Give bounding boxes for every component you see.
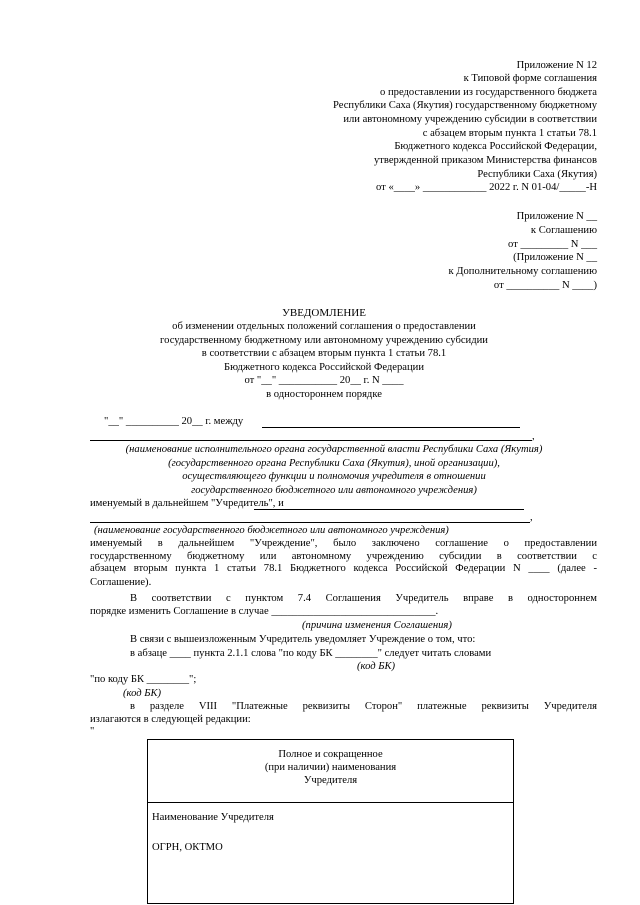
- founder-name-line: [90, 440, 532, 441]
- title-line: государственному бюджетному или автономному учреждению субсидии: [160, 335, 488, 346]
- table-row: [148, 803, 514, 904]
- reason-caption: (причина изменения Соглашения): [302, 620, 452, 631]
- attachment-line: от __________ N ____): [493, 280, 597, 291]
- header-line: (при наличии) наименования: [264, 762, 397, 773]
- paragraph-change: в абзаце ____ пункта 2.1.1 слова "по коду БК ________" следует читать словами: [130, 648, 492, 659]
- appendix-line: с абзацем вторым пункта 1 статьи 78.1: [422, 128, 597, 139]
- clause-paragraph: [130, 593, 597, 606]
- quote-mark: ": [90, 726, 95, 737]
- comma: ,: [530, 512, 533, 523]
- agreement-line: государственному бюджетному или автономному учреждению субсидии в соответствии с: [90, 550, 597, 562]
- founder-caption-line: (наименование исполнительного органа государственной власти Республики Саха (Якутия): [125, 444, 543, 455]
- title-line: Бюджетного кодекса Российской Федерации: [224, 362, 424, 373]
- section-paragraph: [130, 701, 597, 714]
- attachment-line: Приложение N __: [516, 211, 597, 222]
- attachment-line: от _________ N ___: [508, 239, 597, 250]
- table-body-cell: [148, 803, 514, 904]
- founder-named: именуемый в дальнейшем "Учредитель", и: [90, 498, 284, 509]
- comma: ,: [532, 431, 535, 442]
- appendix-line: Республики Саха (Якутия) государственному бюджетному: [332, 100, 597, 111]
- date-between: "__" __________ 20__ г. между: [104, 416, 244, 427]
- title-line: от "__" ___________ 20__ г. N ____: [244, 375, 404, 386]
- title-line: об изменении отдельных положений соглашения о предоставлении: [172, 321, 476, 332]
- attachment-line: к Соглашению: [530, 225, 597, 236]
- founder-caption-line: (государственного органа Республики Саха (Якутия), иной организации),: [168, 458, 500, 469]
- appendix-line: или автономному учреждению субсидии в соответствии: [343, 114, 597, 125]
- appendix-line: к Типовой форме соглашения: [463, 73, 597, 84]
- institution-short-line: [254, 509, 524, 510]
- appendix-line: Республики Саха (Якутия): [477, 169, 597, 180]
- appendix-line: от «____» ____________ 2022 г. N 01-04/_____-Н: [376, 182, 597, 193]
- attachment-line: к Дополнительному соглашению: [448, 266, 597, 277]
- founder-caption-line: государственного бюджетного или автономного учреждения): [191, 485, 477, 496]
- agreement-line: именуемый в дальнейшем "Учреждение", было заключено соглашение о предоставлении: [90, 538, 597, 549]
- code-line: "по коду БК ________";: [90, 674, 197, 685]
- section-line: в разделе VIII "Платежные реквизиты Сторон" платежные реквизиты Учредителя: [130, 701, 597, 712]
- appendix-line: о предоставлении из государственного бюджета: [380, 87, 597, 98]
- agreement-tail: Соглашение).: [90, 577, 152, 588]
- section-tail: излагаются в следующей редакции:: [90, 714, 251, 725]
- agreement-line: абзацем вторым пункта 1 статьи 78.1 Бюджетного кодекса Российской Федерации N ____ (далее -: [90, 563, 597, 574]
- ogrn-oktmo-label: ОГРН, ОКТМО: [152, 842, 223, 853]
- institution-name-line: [90, 522, 530, 523]
- founder-name-label: Наименование Учредителя: [152, 812, 274, 823]
- title-line: в соответствии с абзацем вторым пункта 1 статьи 78.1: [201, 348, 447, 359]
- appendix-line: Бюджетного кодекса Российской Федерации,: [394, 141, 597, 152]
- attachment-line: (Приложение N __: [513, 252, 597, 263]
- table-header-cell: [148, 740, 514, 803]
- notify-text: В связи с вышеизложенным Учредитель уведомляет Учреждение о том, что:: [130, 634, 476, 645]
- header-line: Учредителя: [303, 775, 358, 786]
- founder-name-line-short: [262, 427, 520, 428]
- institution-caption: (наименование государственного бюджетного или автономного учреждения): [94, 525, 449, 536]
- notice-title: УВЕДОМЛЕНИЕ: [282, 307, 366, 319]
- title-line: в одностороннем порядке: [266, 389, 382, 400]
- appendix-line: Приложение N 12: [516, 60, 597, 71]
- clause-tail: порядке изменить Соглашение в случае _______________________________.: [90, 606, 439, 617]
- appendix-line: утвержденной приказом Министерства финансов: [373, 155, 597, 166]
- table-row: [148, 740, 514, 803]
- agreement-paragraph: [90, 538, 597, 576]
- requisites-table: [147, 739, 514, 904]
- founder-caption-line: осуществляющего функции и полномочия учредителя в отношении: [182, 471, 486, 482]
- code-caption-2: (код БК): [123, 688, 162, 699]
- header-line: Полное и сокращенное: [278, 749, 383, 760]
- code-caption-1: (код БК): [357, 661, 396, 672]
- clause-line: В соответствии с пунктом 7.4 Соглашения Учредитель вправе в одностороннем: [130, 593, 597, 604]
